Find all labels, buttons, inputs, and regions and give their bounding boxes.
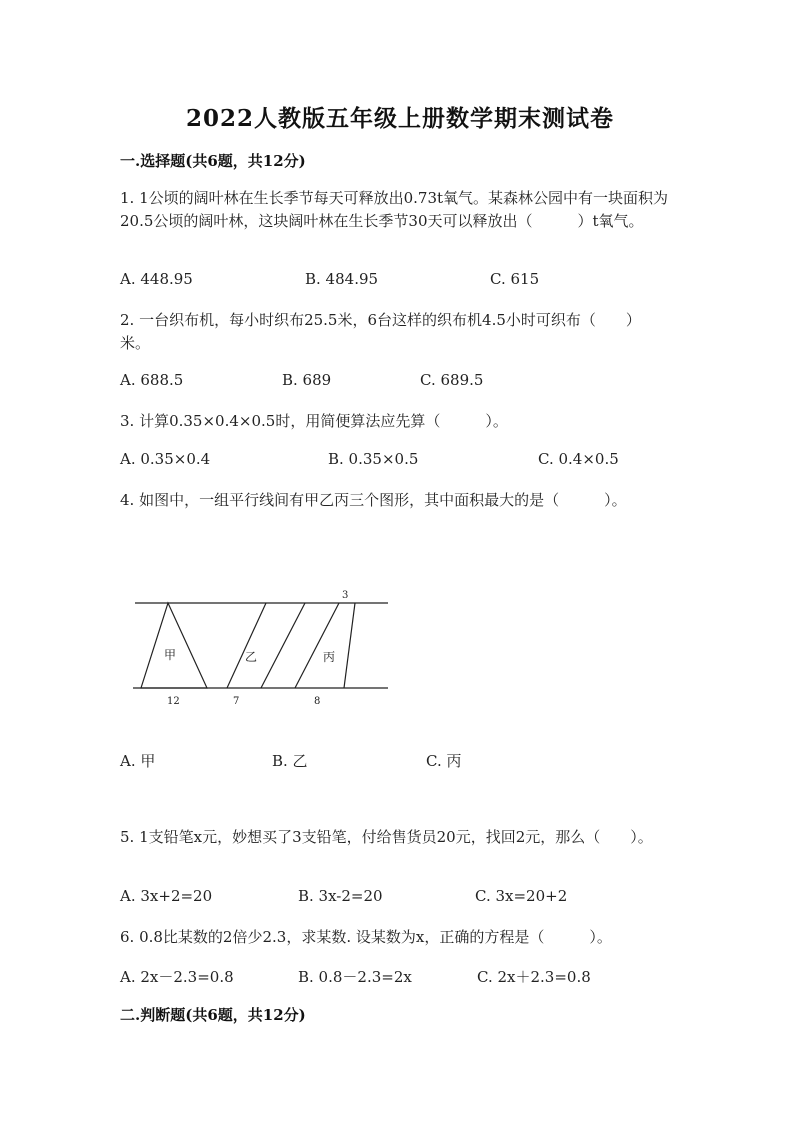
option-c[interactable]: C. 615 bbox=[490, 270, 540, 288]
question-5: 5. 1支铅笔x元，妙想买了3支铅笔，付给售货员20元，找回2元，那么（ ）。 bbox=[120, 828, 653, 846]
option-b[interactable]: B. 0.8－2.3=2x bbox=[298, 968, 412, 986]
option-c[interactable]: C. 2x＋2.3=0.8 bbox=[477, 968, 591, 986]
bottom-measure-12: 12 bbox=[167, 696, 180, 707]
parallel-lines-figure bbox=[130, 585, 392, 710]
section-heading-choice: 一.选择题(共6题，共12分) bbox=[120, 152, 306, 170]
option-a[interactable]: A. 0.35×0.4 bbox=[120, 450, 211, 468]
option-b[interactable]: B. 3x-2=20 bbox=[298, 887, 383, 905]
option-a[interactable]: A. 甲 bbox=[120, 752, 156, 770]
question-1: 1. 1公顷的阔叶林在生长季节每天可释放出0.73t氧气。某森林公园中有一块面积为20.5公顷的阔叶林，这块阔叶林在生长季节30天可以释放出（ ）t氧气。 bbox=[120, 189, 669, 230]
shape-yi-left-edge bbox=[227, 603, 266, 688]
exam-title: 2022人教版五年级上册数学期末测试卷 bbox=[185, 105, 614, 132]
option-c[interactable]: C. 0.4×0.5 bbox=[538, 450, 619, 468]
question-4: 4. 如图中，一组平行线间有甲乙丙三个图形，其中面积最大的是（ ）。 bbox=[120, 491, 627, 509]
label-bing: 丙 bbox=[323, 650, 336, 664]
shape-jia-triangle bbox=[141, 603, 207, 688]
label-jia: 甲 bbox=[164, 648, 177, 662]
bottom-measure-8: 8 bbox=[314, 696, 321, 707]
question-2: 2. 一台织布机，每小时织布25.5米，6台这样的织布机4.5小时可织布（ ）米。 bbox=[120, 311, 634, 352]
option-a[interactable]: A. 688.5 bbox=[120, 371, 184, 389]
option-b[interactable]: B. 484.95 bbox=[305, 270, 379, 288]
question-6: 6. 0.8比某数的2倍少2.3，求某数. 设某数为x，正确的方程是（ ）。 bbox=[120, 928, 612, 946]
label-yi: 乙 bbox=[245, 650, 258, 664]
option-a[interactable]: A. 3x+2=20 bbox=[120, 887, 213, 905]
option-b[interactable]: B. 乙 bbox=[272, 752, 308, 770]
figure-svg bbox=[130, 585, 392, 710]
shape-bing-right-edge bbox=[344, 603, 355, 688]
bottom-measure-7: 7 bbox=[233, 696, 240, 707]
shape-yi-right-edge bbox=[261, 603, 305, 688]
option-c[interactable]: C. 丙 bbox=[426, 752, 462, 770]
top-measure-3: 3 bbox=[342, 590, 349, 601]
option-b[interactable]: B. 0.35×0.5 bbox=[328, 450, 419, 468]
option-c[interactable]: C. 3x=20+2 bbox=[475, 887, 568, 905]
option-a[interactable]: A. 448.95 bbox=[120, 270, 193, 288]
question-3: 3. 计算0.35×0.4×0.5时，用简便算法应先算（ ）。 bbox=[120, 412, 508, 430]
option-b[interactable]: B. 689 bbox=[282, 371, 332, 389]
option-c[interactable]: C. 689.5 bbox=[420, 371, 484, 389]
shape-bing-left-edge bbox=[295, 603, 339, 688]
section-heading-judgement: 二.判断题(共6题，共12分) bbox=[120, 1006, 306, 1024]
option-a[interactable]: A. 2x－2.3=0.8 bbox=[120, 968, 234, 986]
